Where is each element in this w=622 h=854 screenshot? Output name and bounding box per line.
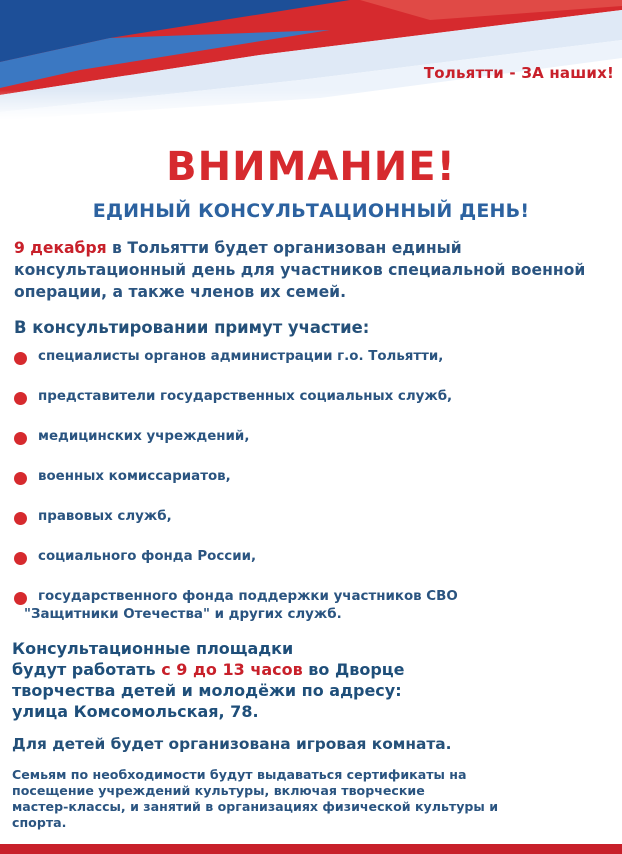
tricolor-banner [0,0,622,120]
footer-stripe [0,844,622,854]
bullet-dot-icon [14,392,27,405]
intro-paragraph [14,237,618,303]
banner-graphic [0,0,622,120]
venue-paragraph [12,638,612,722]
bullet-dot-icon [14,352,27,365]
subheadline: ЕДИНЫЙ КОНСУЛЬТАЦИОННЫЙ ДЕНЬ! [92,200,530,222]
venue-line-3: творчества детей и молодёжи по адресу: [12,681,402,700]
bullet-dot-icon [14,432,27,445]
venue-line-2: будут работать с 9 до 13 часов во Дворце [12,660,405,679]
list-item: медицинских учреждений, [14,428,618,446]
list-item: представители государственных социальных служб, [14,388,618,406]
list-item: социального фонда России, [14,548,618,566]
participants-title: В консультировании примут участие: [14,318,370,337]
event-date: 9 декабря [14,239,107,257]
headline: ВНИМАНИЕ! [166,144,456,190]
slogan: Тольятти - ЗА наших! [423,64,614,82]
venue-address: улица Комсомольская, 78. [12,702,259,721]
bullet-dot-icon [14,552,27,565]
bullet-dot-icon [14,472,27,485]
venue-line-1: Консультационные площадки [12,639,294,658]
certificates-paragraph: Семьям по необходимости будут выдаваться сертификаты на посещение учреждений культуры, включая творческие мастер-классы, и занятий в организациях физической культуры и спорта. [12,767,499,830]
bullet-dot-icon [14,512,27,525]
list-item: правовых служб, [14,508,618,526]
kids-room-note: Для детей будет организована игровая комната. [12,735,452,753]
list-item-last: государственного фонда поддержки участников СВО "Защитники Отечества" и других служб. [14,588,618,624]
list-item: специалисты органов администрации г.о. Тольятти, [14,348,618,366]
bullet-dot-icon [14,592,27,605]
list-item: военных комиссариатов, [14,468,618,486]
working-hours: с 9 до 13 часов [161,660,303,679]
intro-text: в Тольятти будет организован единый консультационный день для участников специальной военной операции, а также членов их семей. [14,239,586,301]
